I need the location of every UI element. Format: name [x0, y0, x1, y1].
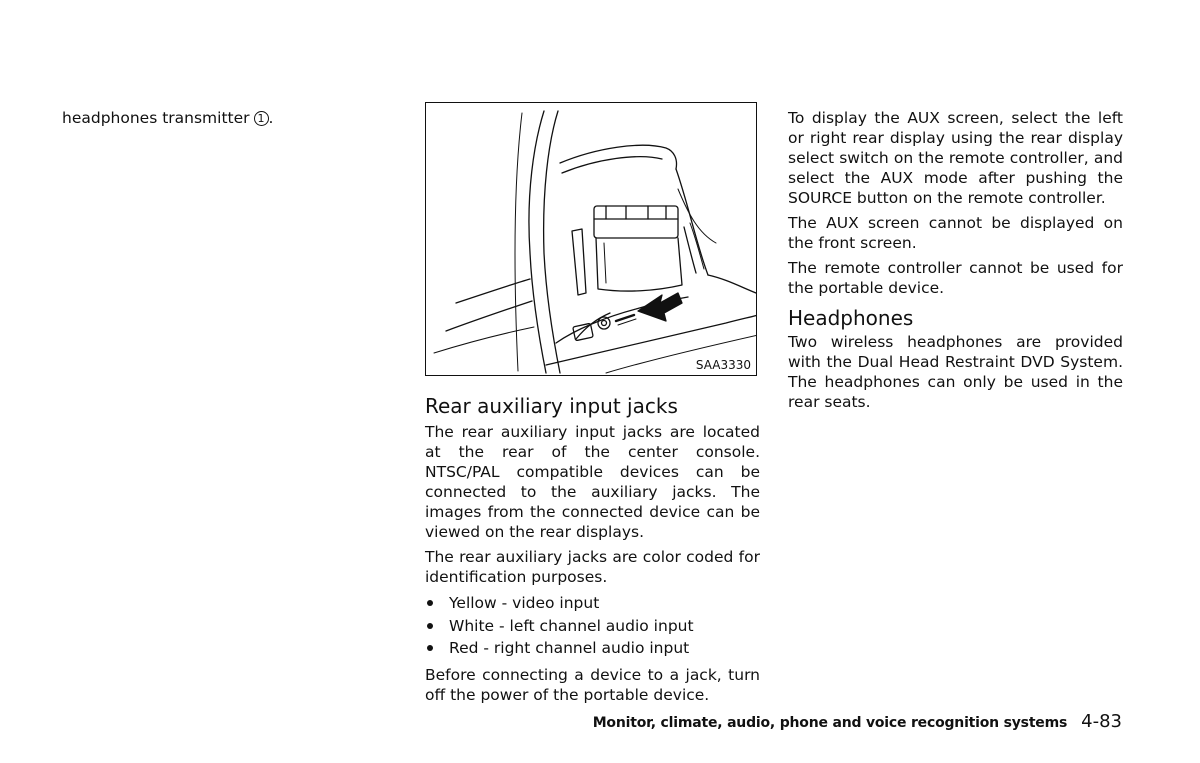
- intro-suffix: .: [268, 109, 274, 127]
- footer-section-title: Monitor, climate, audio, phone and voice recognition systems: [592, 715, 1068, 731]
- figure-code: SAA3330: [695, 358, 751, 372]
- list-item-text: Yellow - video input: [449, 594, 600, 612]
- rear-aux-paragraph-2: The rear auxiliary jacks are color coded for identification purposes.: [425, 548, 760, 586]
- aux-paragraph-1: To display the AUX screen, select the left or right rear display using the rear display select switch on the remote controller, and select the AUX mode after pushing the SOURCE button on the remote controller.: [788, 109, 1123, 207]
- list-item: [425, 637, 760, 660]
- rear-aux-heading: Rear auxiliary input jacks: [425, 394, 678, 418]
- rear-aux-section: [425, 394, 760, 705]
- jack-color-list: [425, 592, 760, 660]
- list-item: [425, 615, 760, 638]
- rear-aux-paragraph-3: Before connecting a device to a jack, turn off the power of the portable device.: [425, 665, 760, 704]
- aux-paragraph-3: The remote controller cannot be used for the portable device.: [788, 259, 1123, 297]
- aux-display-section: [788, 108, 1123, 412]
- rear-aux-paragraph-1: The rear auxiliary input jacks are located at the rear of the center console. NTSC/PAL compatible devices can be connected to the auxiliary jacks. The images from the connected device can be viewed on the rear displays.: [425, 423, 760, 541]
- page-footer: [593, 711, 1122, 732]
- callout-number-badge: 1: [254, 111, 269, 126]
- bullet-icon: [427, 623, 433, 629]
- console-line-drawing: [426, 103, 757, 376]
- page-number: 4-83: [1081, 711, 1122, 732]
- rear-console-illustration: [425, 102, 757, 376]
- headphones-heading: Headphones: [788, 306, 914, 330]
- list-item: [425, 592, 760, 615]
- aux-paragraph-2: The AUX screen cannot be displayed on the front screen.: [788, 214, 1123, 252]
- bullet-icon: [427, 600, 433, 606]
- bullet-icon: [427, 645, 433, 651]
- intro-text: headphones transmitter: [62, 109, 250, 127]
- headphones-paragraph: Two wireless headphones are provided with the Dual Head Restraint DVD System. The headphones can only be used in the rear seats.: [788, 333, 1123, 411]
- intro-line: [62, 108, 273, 128]
- list-item-text: White - left channel audio input: [449, 616, 694, 635]
- list-item-text: Red - right channel audio input: [449, 639, 690, 657]
